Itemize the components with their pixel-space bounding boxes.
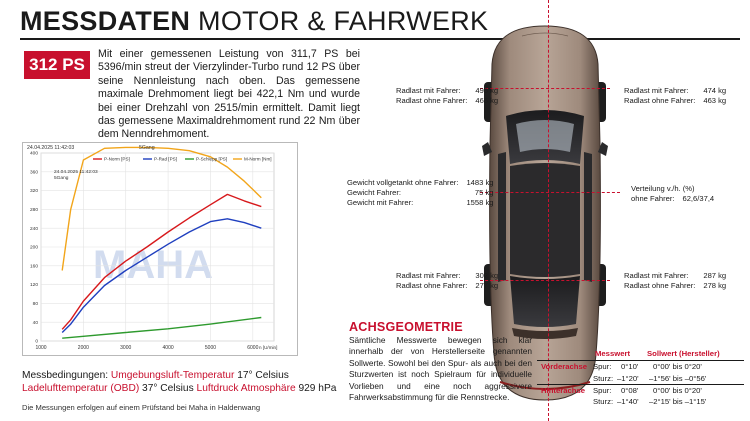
intake-value: 37° Celsius xyxy=(139,382,197,394)
roof xyxy=(510,163,580,277)
legend-label: P-Rad [PS] xyxy=(154,156,177,162)
y-tick-label: 200 xyxy=(29,245,38,251)
geometry-table xyxy=(537,348,744,407)
y-tick-label: 0 xyxy=(35,339,38,345)
distribution-block: Verteilung v./h. (%) ohne Fahrer: 62,6/37,4 xyxy=(631,184,715,203)
wheel-load-rear-right: Radlast mit Fahrer: 287 kg Radlast ohne Fahrer: 278 kg xyxy=(624,271,727,290)
weights-block: Gewicht vollgetankt ohne Fahrer: 1483 kg Gewicht Fahrer: 75 kg Gewicht mit Fahrer: 1558 kg xyxy=(347,178,494,207)
x-tick-label: 2000 xyxy=(77,345,89,351)
wheel-load-front-right: Radlast mit Fahrer: 474 kg Radlast ohne Fahrer: 463 kg xyxy=(624,86,727,105)
x-tick-label: 3000 xyxy=(120,345,132,351)
y-tick-label: 40 xyxy=(32,320,38,326)
center-of-gravity-line xyxy=(480,192,620,193)
y-tick-label: 160 xyxy=(29,264,38,270)
ambient-label: Umgebungsluft-Temperatur xyxy=(110,370,235,381)
inner-gear: 5Gang xyxy=(54,176,69,181)
title-light: MOTOR & FAHRWERK xyxy=(198,6,489,36)
y-tick-label: 320 xyxy=(29,189,38,195)
table-header xyxy=(537,348,744,361)
x-tick-label: 5000 xyxy=(204,345,217,351)
wheel-load-front-left: Radlast mit Fahrer: 495 kg Radlast ohne Fahrer: 465 kg xyxy=(396,86,499,105)
dyno-chart-svg xyxy=(23,143,299,357)
outer-gear: 5Gang xyxy=(139,145,155,151)
col-target: Sollwert (Hersteller) xyxy=(647,349,720,358)
legend-label: M-Norm [Nm] xyxy=(244,156,272,162)
table-row: Hinterachse Spur: 0°08' 0°00' bis 0°20' xyxy=(537,384,744,396)
rear-axle-line xyxy=(480,280,610,281)
meas-prefix: Messbedingungen: xyxy=(22,370,111,381)
wheel-load-rear-left: Radlast mit Fahrer: 302 kg Radlast ohne Fahrer: 277 kg xyxy=(396,271,499,290)
power-badge: 312 PS xyxy=(24,51,90,79)
legend-label: P-Schlepp [PS] xyxy=(196,156,228,162)
x-unit-label: n [U/min] xyxy=(259,345,278,350)
pressure-value: 929 hPa xyxy=(295,382,337,394)
y-tick-label: 360 xyxy=(29,170,38,176)
y-tick-label: 80 xyxy=(32,302,38,307)
title-rule xyxy=(20,38,740,40)
x-tick-label: 6000 xyxy=(247,345,259,351)
geometry-text: Sämtliche Messwerte bewegen sich klar innerhalb der von Herstellerseite genannten Sollwerte. Sowohl bei den Spur- als auch bei den Sturzwerten ist noch Spielraum für individuelle Vorlieben und eine noch aggressivere Fahrwerksabstimmung für die Rennstrecke. xyxy=(349,335,532,403)
maha-watermark: MAHA xyxy=(93,243,213,287)
table-row: Sturz: –1°20' –1°56' bis –0°56' xyxy=(593,373,707,383)
outer-date: 24.04.2025 11:42:03 xyxy=(27,145,75,151)
y-tick-label: 280 xyxy=(29,208,38,213)
col-measured: Messwert xyxy=(595,349,631,358)
rear-window xyxy=(510,276,580,327)
page-title xyxy=(20,6,488,37)
footnote: Die Messungen erfolgen auf einem Prüfstand bei Maha in Haldenwang xyxy=(22,403,261,412)
y-tick-label: 120 xyxy=(29,283,38,289)
intake-label: Ladelufttemperatur (OBD) xyxy=(22,382,140,394)
x-tick-label: 4000 xyxy=(162,345,174,351)
table-row: Sturz: –1°40' –2°15' bis –1°15' xyxy=(593,396,707,406)
pressure-label: Luftdruck Atmosphäre xyxy=(196,382,296,394)
intro-text: Mit einer gemessenen Leistung von 311,7 PS bei 5396/min streut der Vierzylinder-Turbo rund 12 PS über seine Nennleistung nach oben. Das gemessene maximale Drehmoment liegt bei 422,1 Nm und wurde bei einer Drehzahl von 2515/min ermittelt. Damit liegt das gemessene Maximaldrehmoment rund 22 Nm über dem Nenndrehmoment. xyxy=(98,48,360,141)
ambient-value: 17° Celsius xyxy=(234,370,289,381)
front-axle-line xyxy=(480,88,610,89)
legend-label: P-Norm [PS] xyxy=(104,156,130,162)
title-bold: MESSDATEN xyxy=(20,6,191,36)
y-tick-label: 240 xyxy=(29,226,38,232)
y-tick-label: 400 xyxy=(29,151,38,157)
inner-date: 24.04.2025 11:42:03 xyxy=(54,170,98,175)
dyno-chart xyxy=(22,142,298,356)
geometry-title: ACHSGEOMETRIE xyxy=(349,320,463,334)
x-tick-label: 1000 xyxy=(35,345,47,351)
measurement-conditions xyxy=(22,370,342,395)
table-row: Vorderachse Spur: 0°10' 0°00' bis 0°20' xyxy=(541,362,702,371)
